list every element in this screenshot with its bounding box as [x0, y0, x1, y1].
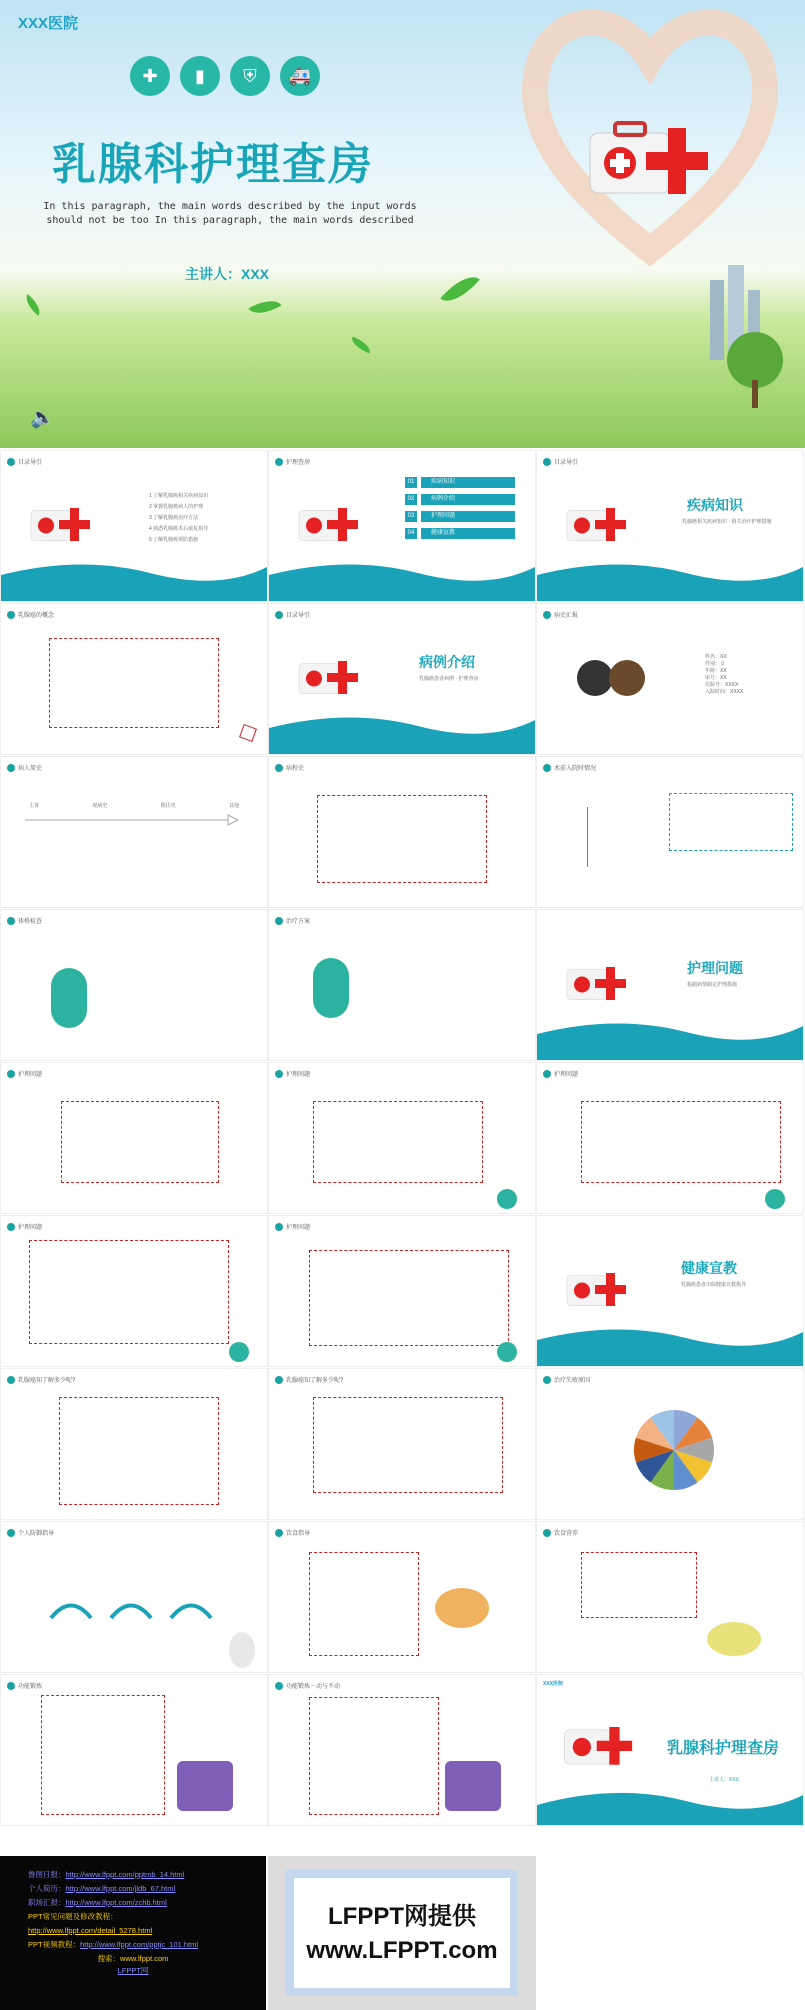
hospital-name: XXX医院	[18, 15, 79, 32]
hospital-name: XXX医院	[543, 1681, 564, 1687]
links-panel	[0, 1856, 266, 2010]
slide-header: 目录导引	[554, 460, 579, 466]
syringe-icon	[7, 1682, 15, 1690]
slide-header: 护理问题	[18, 1072, 43, 1078]
syringe-icon	[275, 1376, 283, 1384]
link[interactable]: http://www.lfppt.com/jldb_67.html	[65, 1884, 176, 1893]
cover-subtitle: In this paragraph, the main words described by the input words should not be too In this paragraph, the main words described	[43, 201, 417, 226]
slide-admission[interactable]	[536, 756, 804, 908]
bandage-icon: ✚	[130, 56, 170, 96]
first-aid-kit-icon	[559, 1721, 639, 1773]
slide-header: 功能锻炼－动与不动	[286, 1684, 341, 1690]
link-row[interactable]: PPT视频教程：http://www.lfppt.com/pptjc_101.html	[28, 1940, 199, 1949]
tree-image	[720, 330, 790, 410]
slide-health-education[interactable]	[536, 1215, 804, 1367]
nurse-avatar	[497, 1189, 517, 1209]
contents-list	[149, 493, 208, 544]
slide-contents[interactable]	[0, 450, 268, 602]
text-box	[61, 1101, 219, 1183]
nurse-avatar	[229, 1342, 249, 1362]
section-title: 病例介绍	[419, 654, 475, 670]
list-item: 3 了解乳腺癌治疗方法	[149, 515, 199, 521]
syringe-icon	[275, 917, 283, 925]
text-box	[313, 1397, 503, 1493]
cover-slide	[0, 0, 805, 448]
syringe-icon	[275, 1529, 283, 1537]
text-box	[309, 1697, 439, 1815]
syringe-icon	[543, 1529, 551, 1537]
soup-bowl-image	[435, 1588, 489, 1628]
first-aid-kit-icon	[562, 962, 632, 1007]
syringe-icon	[275, 1223, 283, 1231]
first-aid-kit-icon	[294, 656, 364, 701]
text-box	[49, 638, 219, 728]
ambulance-icon: 🚑	[280, 56, 320, 96]
slide-problem-1[interactable]	[0, 1062, 268, 1214]
shield-cross-icon: ⛨	[230, 56, 270, 96]
slide-exercise-2[interactable]	[268, 1674, 536, 1826]
promo-card	[286, 1870, 518, 1996]
link-row[interactable]: PPT常见问题及修改教程：	[28, 1912, 118, 1921]
section-subtitle: 乳腺癌相关疾病知识 · 相关治疗护理措施	[682, 519, 772, 525]
section-subtitle: 根据病情制定护理措施	[687, 982, 738, 988]
leaf-icon	[440, 268, 480, 310]
agenda-item[interactable]: 03 护理问题	[405, 511, 515, 522]
slide-problem-3[interactable]	[536, 1062, 804, 1214]
slide-personal-guidance[interactable]	[0, 1521, 268, 1673]
nurse-avatar	[765, 1189, 785, 1209]
slide-history-report[interactable]	[536, 603, 804, 755]
slide-header: 饮食营养	[554, 1531, 579, 1537]
link-row[interactable]: 个人简历：http://www.lfppt.com/jldb_67.html	[28, 1884, 176, 1893]
wave-decoration	[269, 708, 535, 754]
link[interactable]: http://www.lfppt.com/pptjc_101.html	[80, 1940, 199, 1949]
leaf-icon	[249, 293, 282, 320]
list-item: 2 掌握乳腺癌病人的护理	[149, 504, 204, 510]
syringe-icon	[7, 1376, 15, 1384]
wave-decoration	[537, 555, 803, 601]
syringe-icon	[543, 458, 551, 466]
slide-header: 乳腺癌的概念	[18, 613, 55, 619]
slide-treatment-plan[interactable]	[268, 909, 536, 1061]
wave-decoration	[537, 1779, 803, 1825]
slide-disease-knowledge[interactable]	[536, 450, 804, 602]
first-aid-kit-icon	[580, 118, 720, 208]
slide-header: 个人防御指导	[18, 1531, 55, 1537]
slide-header: 目录导引	[286, 613, 311, 619]
dumplings-image	[707, 1622, 761, 1656]
slide-header: 乳腺癌知了解多少呢?	[286, 1378, 344, 1384]
slide-problem-5[interactable]	[268, 1215, 536, 1367]
slide-header: 护理问题	[286, 1225, 311, 1231]
wave-decoration	[1, 555, 267, 601]
search-hint[interactable]: 搜索：www.lfppt.com	[97, 1954, 169, 1963]
list-item: 4 熟悉乳腺癌术后康复指导	[149, 526, 209, 532]
agenda-item[interactable]: 02 病例介绍	[405, 494, 515, 505]
slide-physical-exam[interactable]	[0, 909, 268, 1061]
syringe-icon	[275, 764, 283, 772]
slide-header: 乳腺癌知了解多少呢?	[18, 1378, 76, 1384]
slide-header: 病程史	[286, 766, 305, 772]
slide-problem-4[interactable]	[0, 1215, 268, 1367]
text-box	[313, 1101, 483, 1183]
link-row[interactable]: 职场汇报：http://www.lfppt.com/zchb.html	[28, 1898, 167, 1907]
slide-knowledge-1[interactable]	[0, 1368, 268, 1520]
link[interactable]: http://www.lfppt.com/detail_5278.html	[28, 1926, 153, 1935]
text-box	[581, 1101, 781, 1183]
medical-illustration	[177, 1761, 233, 1811]
wave-decoration	[269, 555, 535, 601]
slide-nursing-problems[interactable]	[536, 909, 804, 1061]
text-box	[41, 1695, 165, 1815]
syringe-icon	[7, 458, 15, 466]
agenda-list	[405, 477, 515, 545]
slide-header: 饮食指导	[286, 1531, 311, 1537]
syringe-icon	[543, 611, 551, 619]
slide-course-history[interactable]	[268, 756, 536, 908]
first-aid-kit-icon	[294, 503, 364, 548]
section-title: 疾病知识	[687, 497, 743, 513]
slide-patient-history[interactable]	[0, 756, 268, 908]
slide-header: 病史汇报	[554, 613, 579, 619]
nurse-figure	[51, 968, 87, 1028]
slide-knowledge-2[interactable]	[268, 1368, 536, 1520]
text-box	[59, 1397, 219, 1505]
wave-decoration	[537, 1320, 803, 1366]
slide-header: 病人简史	[18, 766, 43, 772]
slide-header: 目录导引	[18, 460, 43, 466]
promo-line-1: LFPPT网提供	[328, 1903, 476, 1930]
slide-concept[interactable]	[0, 603, 268, 755]
slide-exercise[interactable]	[0, 1674, 268, 1826]
slide-diet-guidance[interactable]	[268, 1521, 536, 1673]
slide-header: 护理查房	[286, 460, 311, 466]
link[interactable]: http://www.lfppt.com/zchb.html	[65, 1898, 167, 1907]
syringe-icon	[7, 917, 15, 925]
first-aid-kit-icon	[562, 1268, 632, 1313]
syringe-icon	[7, 1529, 15, 1537]
pencil-icon	[239, 724, 257, 742]
slide-failure-causes[interactable]	[536, 1368, 804, 1520]
slide-header: 术前入院时情况	[554, 766, 597, 772]
cover-title: 乳腺科护理查房	[52, 139, 374, 190]
section-subtitle: 乳腺癌患者出院健康宣教指导	[681, 1282, 747, 1288]
syringe-icon	[275, 458, 283, 466]
slide-header: 护理问题	[554, 1072, 579, 1078]
syringe-icon	[7, 1070, 15, 1078]
slide-diet-nutrition[interactable]	[536, 1521, 804, 1673]
slide-case-intro[interactable]	[268, 603, 536, 755]
syringe-icon	[275, 1682, 283, 1690]
wave-decoration	[537, 1014, 803, 1060]
text-box	[29, 1240, 229, 1344]
cover-speaker: 主讲人：XXX	[185, 266, 270, 282]
section-title: 护理问题	[687, 960, 743, 976]
closing-speaker: 主讲人：XXX	[709, 1777, 740, 1783]
syringe-icon	[275, 1070, 283, 1078]
brand-link[interactable]: LFPPT网	[117, 1966, 149, 1975]
slide-header: 体格检查	[18, 919, 43, 925]
list-item: 1 了解乳腺癌相关疾病知识	[149, 493, 209, 499]
promo-panel	[268, 1856, 536, 2010]
pie-chart	[629, 1405, 719, 1495]
slide-problem-2[interactable]	[268, 1062, 536, 1214]
doctor-avatar	[609, 660, 645, 696]
link[interactable]: http://www.lfppt.com/pptmb_14.html	[65, 1870, 185, 1879]
slide-header: 护理问题	[286, 1072, 311, 1078]
syringe-icon	[7, 611, 15, 619]
syringe-icon	[7, 1223, 15, 1231]
first-aid-kit-icon	[26, 503, 96, 548]
link-row[interactable]	[0, 1924, 266, 1938]
syringe-icon	[543, 1070, 551, 1078]
first-aid-kit-icon	[562, 503, 632, 548]
promo-line-2: www.LFPPT.com	[306, 1937, 498, 1964]
sound-icon[interactable]: 🔈	[30, 407, 55, 429]
list-item: 5 了解乳腺癌预防措施	[149, 537, 199, 543]
pill-bottle-icon: ▮	[180, 56, 220, 96]
section-title: 健康宣教	[681, 1260, 737, 1276]
text-box	[309, 1250, 509, 1346]
nurse-avatar	[497, 1342, 517, 1362]
syringe-icon	[275, 611, 283, 619]
link-row[interactable]: 鲁图日报：http://www.lfppt.com/pptmb_14.html	[28, 1870, 185, 1879]
patient-info: 姓名：XX 性别：女 年龄：XX 床号：XX 住院号：XXXX 入院时间：XXXX	[705, 654, 744, 695]
text-box	[669, 793, 793, 851]
nurse-avatar	[577, 660, 613, 696]
agenda-item[interactable]: 01 疾病知识	[405, 477, 515, 488]
slide-nursing-rounds[interactable]	[268, 450, 536, 602]
text-box	[581, 1552, 697, 1618]
text-box	[317, 795, 487, 883]
arc-diagram	[41, 1588, 221, 1628]
closing-title: 乳腺科护理查房	[667, 1740, 780, 1757]
slide-header: 功能锻炼	[18, 1684, 43, 1690]
vitals-panel	[587, 807, 668, 867]
syringe-icon	[7, 764, 15, 772]
leaf-icon	[21, 294, 44, 316]
medical-illustration	[445, 1761, 501, 1811]
slide-header: 护理问题	[18, 1225, 43, 1231]
cover-icon-row	[130, 56, 320, 96]
timeline-headers: 主诉 现病史 既往史 其他	[29, 803, 239, 809]
text-box	[309, 1552, 419, 1656]
agenda-item[interactable]: 04 健康宣教	[405, 528, 515, 539]
slide-closing[interactable]	[536, 1674, 804, 1826]
slide-header: 治疗失败原因	[554, 1378, 591, 1384]
slide-header: 治疗方案	[286, 919, 311, 925]
timeline-arrow	[23, 813, 243, 827]
syringe-icon	[543, 764, 551, 772]
section-subtitle: 乳腺癌患者病例 · 护理查房	[419, 676, 479, 682]
leaf-icon	[349, 337, 373, 354]
syringe-icon	[543, 1376, 551, 1384]
nurse-figure	[313, 958, 349, 1018]
doctor-figure	[229, 1632, 255, 1668]
